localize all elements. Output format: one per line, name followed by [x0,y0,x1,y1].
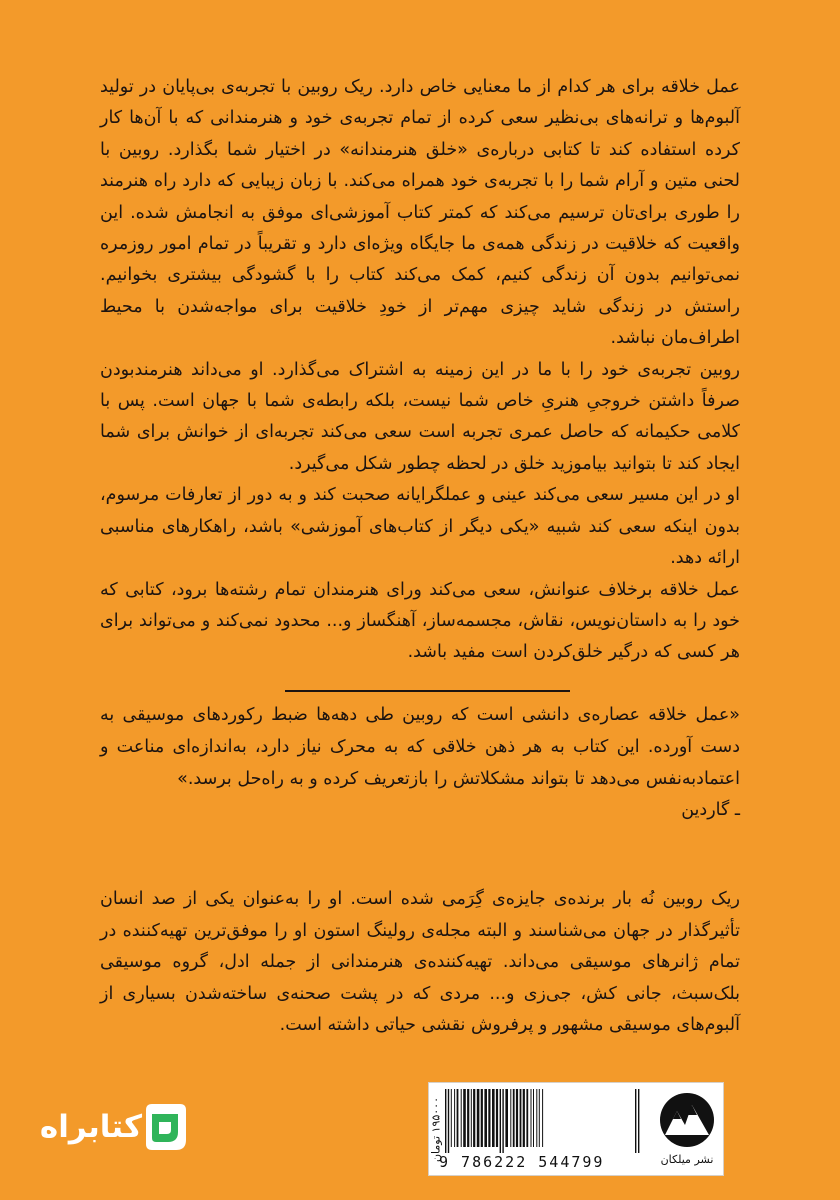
ketabrah-name: کتابراه [39,1109,143,1145]
barcode-bar [638,1089,639,1153]
barcode-bar [496,1089,498,1147]
barcode-bar [510,1089,511,1147]
barcode-bar [523,1089,525,1147]
barcode-bar [516,1089,518,1147]
barcode-bar [473,1089,475,1147]
ketabrah-logo-icon [142,1102,188,1152]
barcode-bar [500,1089,501,1153]
barcode-bar [461,1089,462,1147]
publisher-name: نشر میلکان [660,1153,714,1166]
barcode-bar [505,1089,508,1147]
barcode-bar [542,1089,543,1147]
isbn-digits: 9 786222 544799 [439,1153,605,1171]
barcode-bar [635,1089,636,1153]
barcode-bar [477,1089,480,1147]
price-text: ۱۹۵۰۰۰ تومان [429,1097,443,1163]
intro-paragraph-1: عمل خلاقه برای هر کدام از ما معنایی خاص دارد. ریک روبین با تجربه‌ی بی‌پایان در تولید آلبوم‌ها و ترانه‌های بی‌نظیر سعی کرده از تمام تجربه‌ی خود و هنرمندانی که با آن‌ها کار کرده استفاده کند تا کتابی درباره‌ی «خلق هنرمندانه» در اختیار شما بگذارد. روبین با لحنی متین و آرام شما را با تجربه‌ی خود همراه می‌کند. با زبان زیبایی که دارد راه هنرمند را طوری برای‌تان ترسیم می‌کند که کمتر کتاب آموزشی‌ای موفق به انجامش شده. این واقعیت که خلاقیت در زندگی همه‌ی ما جایگاه ویژه‌ای دارد و تقریباً در تمام امور روزمره نمی‌توانیم بدون آن زندگی کنیم، کمک می‌کند کتاب را با گشودگی بیشتری بخوانیم. راستش در زندگی شاید چیزی مهم‌تر از خودِ خلاقیت برای مواجه‌شدن با محیط اطراف‌مان نباشد. [100,77,740,349]
review-quote [100,700,740,827]
barcode-bar [502,1089,503,1153]
barcode-bar [471,1089,472,1147]
section-divider [285,690,570,692]
barcode-bar [448,1089,449,1153]
barcode-bar [484,1089,487,1147]
barcode-bar [454,1089,455,1147]
intro-paragraph-4: عمل خلاقه برخلاف عنوانش، سعی می‌کند ورای هنرمندان تمام رشته‌ها برود، کتابی که خود را به داستان‌نویس، نقاش، مجسمه‌ساز، آهنگساز و... محدود نمی‌کند و می‌تواند برای هر کسی که درگیر خلق‌کردن است مفید باشد. [100,579,740,663]
mountain-logo-icon [659,1091,715,1149]
barcode-bar [481,1089,483,1147]
author-bio [100,884,740,1042]
intro-paragraph-3: او در این مسیر سعی می‌کند عینی و عملگرایانه صحبت کند و به دور از تعارفات مرسوم، بدون اینکه سعی کند شبیه «یکی دیگر از کتاب‌های آموزشی» باشد، راهکارهای مناسبی ارائه دهد. [100,485,740,569]
intro-paragraph-2: روبین تجربه‌ی خود را با ما در این زمینه به اشتراک می‌گذارد. او می‌داند هنرمندبودن صرفاً داشتن خروجیِ هنریِ خاص شما نیست، بلکه رابطه‌ی شما با جهان است. پس با کلامی حکیمانه که حاصل عمری تجربه است سعی می‌کند تجربه‌ای از خوانش برای شما ایجاد کند تا بتوانید بیاموزید خلق در لحظه چطور شکل می‌گیرد. [100,359,740,474]
intro-section [100,72,740,669]
barcode-bar [445,1089,446,1153]
barcode-bar [539,1089,540,1147]
barcode-bar [526,1089,528,1147]
barcode-bar [492,1089,495,1147]
barcode-panel [428,1082,724,1176]
barcode-bar [513,1089,515,1147]
quote-attribution: ـ گاردین [681,800,740,821]
barcode-bar [463,1089,466,1147]
publisher-logo [651,1083,723,1175]
barcode-bar [451,1089,452,1147]
bio-text: ریک روبین نُه بار برنده‌ی جایزه‌ی گِرَمی شده است. او را به‌عنوان یکی از صد انسان تأثیرگذار در جهان می‌شناسند و البته مجله‌ی رولینگ استون او را موفق‌ترین تهیه‌کننده در تمام ژانرهای موسیقی می‌داند. تهیه‌کننده‌ی هنرمندانی از جمله ادل، گروه موسیقی بلک‌سبث، جانی کش، جی‌زی و... مردی که در پشت صحنه‌ی ساخته‌شدن بسیاری از آلبوم‌های موسیقی مشهور و پرفروش نقشی حیاتی داشته است. [100,889,740,1036]
ketabrah-watermark [38,1096,190,1160]
barcode-bar [520,1089,522,1147]
barcode-bar [531,1089,532,1147]
barcode-bar [467,1089,469,1147]
barcode-bar [488,1089,490,1147]
isbn-barcode [443,1089,641,1153]
quote-text: «عمل خلاقه عصاره‌ی دانشی است که روبین طی دهه‌ها ضبط رکوردهای موسیقی به دست آورده. این کتاب به هر ذهن خلاقی که به محرک نیاز دارد، به‌اندازه‌ای مناعت و اعتمادبه‌نفس می‌دهد تا بتواند مشکلاتش را بازتعریف کرده و به راه‌حل برسد.» [100,705,740,789]
barcode-bar [533,1089,534,1147]
barcode-bar [457,1089,459,1147]
barcode-bar [536,1089,537,1147]
